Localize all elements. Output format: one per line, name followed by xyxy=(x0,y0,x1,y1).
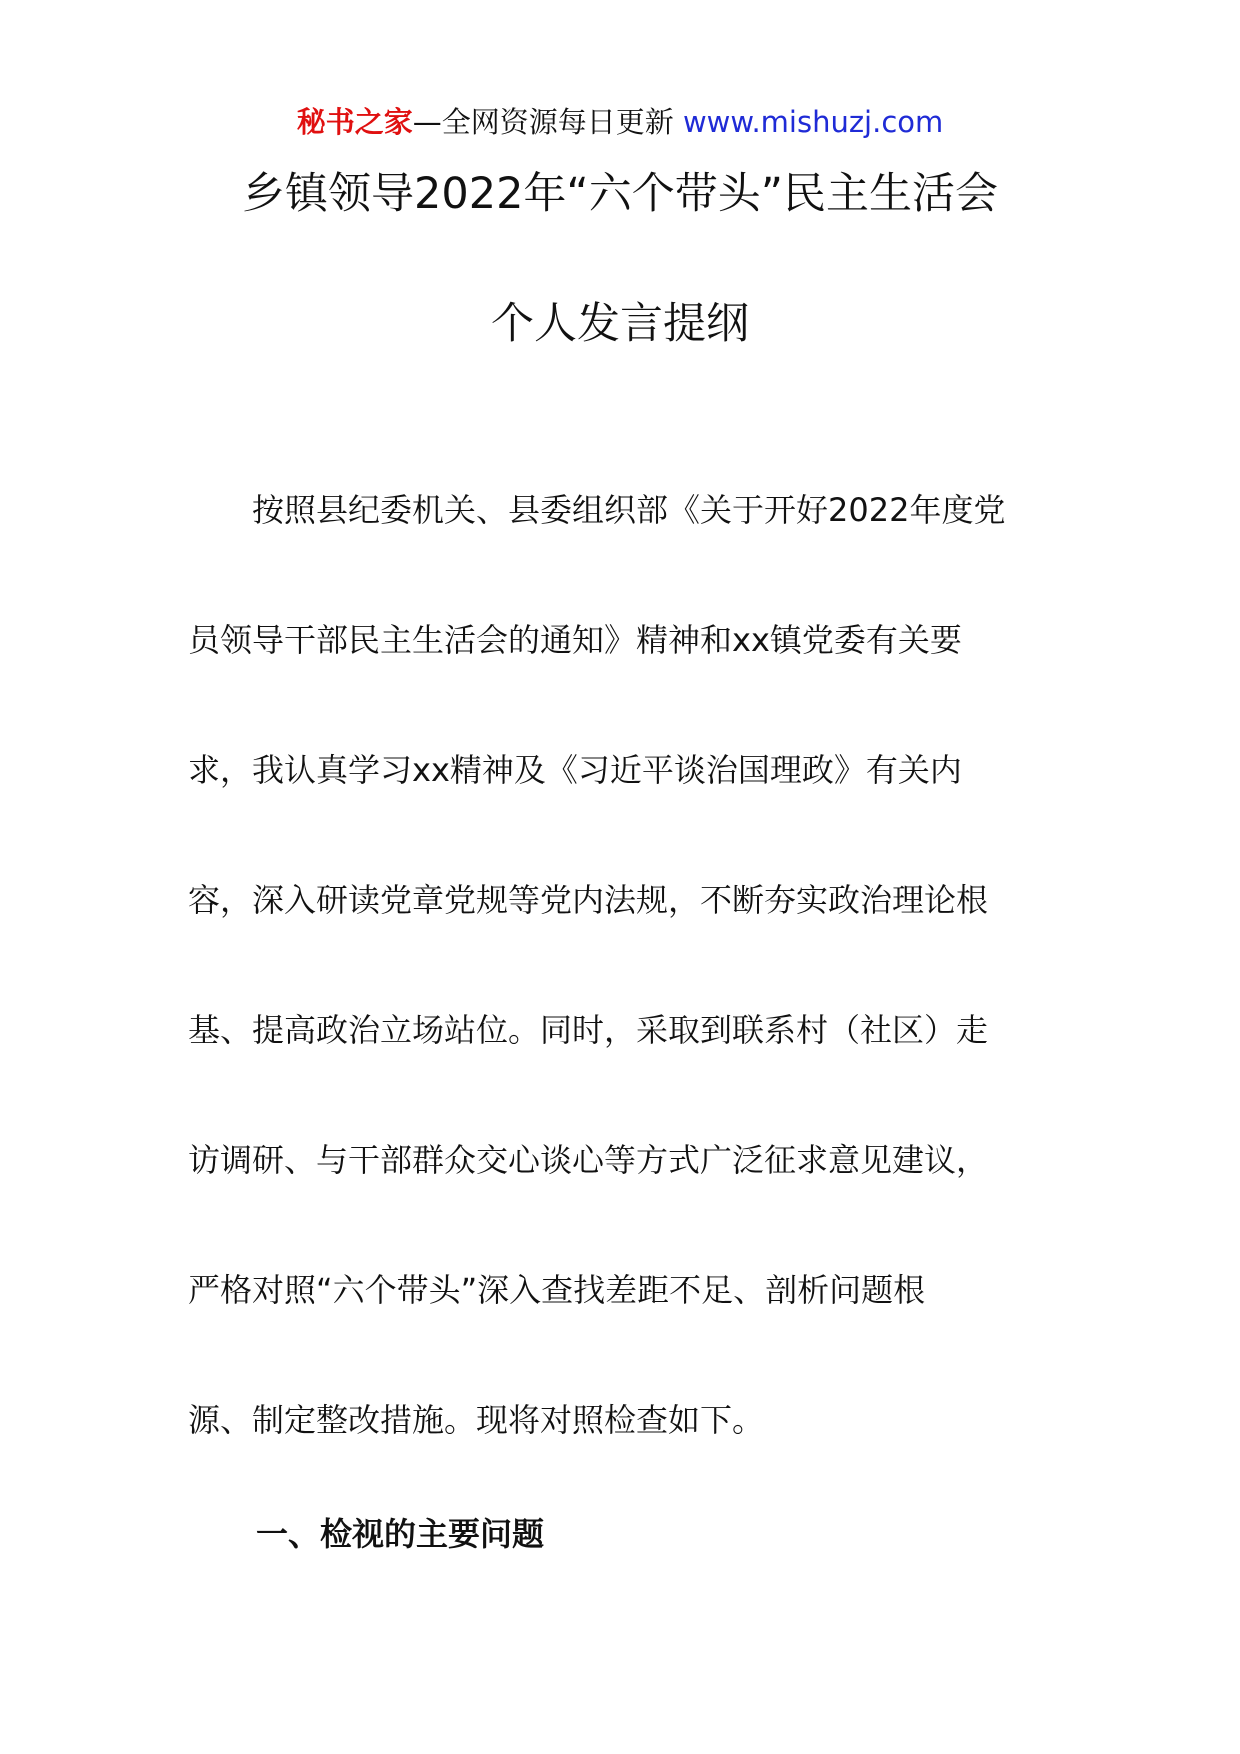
document-title-line-1: 乡镇领导2022年“六个带头”民主生活会 xyxy=(242,169,998,219)
section-heading: 一、检视的主要问题 xyxy=(256,1515,545,1553)
paragraph-line: 基、提高政治立场站位。同时，采取到联系村（社区）走 xyxy=(188,1011,989,1049)
site-tagline: —全网资源每日更新 xyxy=(412,105,683,139)
paragraph-line: 源、制定整改措施。现将对照检查如下。 xyxy=(188,1401,765,1439)
paragraph-line: 访调研、与干部群众交心谈心等方式广泛征求意见建议， xyxy=(188,1141,989,1179)
paragraph-line: 求，我认真学习xx精神及《习近平谈治国理政》有关内 xyxy=(188,751,962,789)
paragraph-line: 按照县纪委机关、县委组织部《关于开好2022年度党 xyxy=(188,491,1006,529)
site-url-link[interactable]: www.mishuzj.com xyxy=(682,105,944,139)
document-title-line-2: 个人发言提纲 xyxy=(491,299,749,349)
site-watermark-header xyxy=(0,102,1240,142)
site-brand: 秘书之家 xyxy=(296,105,413,139)
paragraph-line: 容，深入研读党章党规等党内法规，不断夯实政治理论根 xyxy=(188,881,989,919)
paragraph-line: 员领导干部民主生活会的通知》精神和xx镇党委有关要 xyxy=(188,621,962,659)
paragraph-line: 严格对照“六个带头”深入查找差距不足、剖析问题根 xyxy=(188,1271,926,1309)
